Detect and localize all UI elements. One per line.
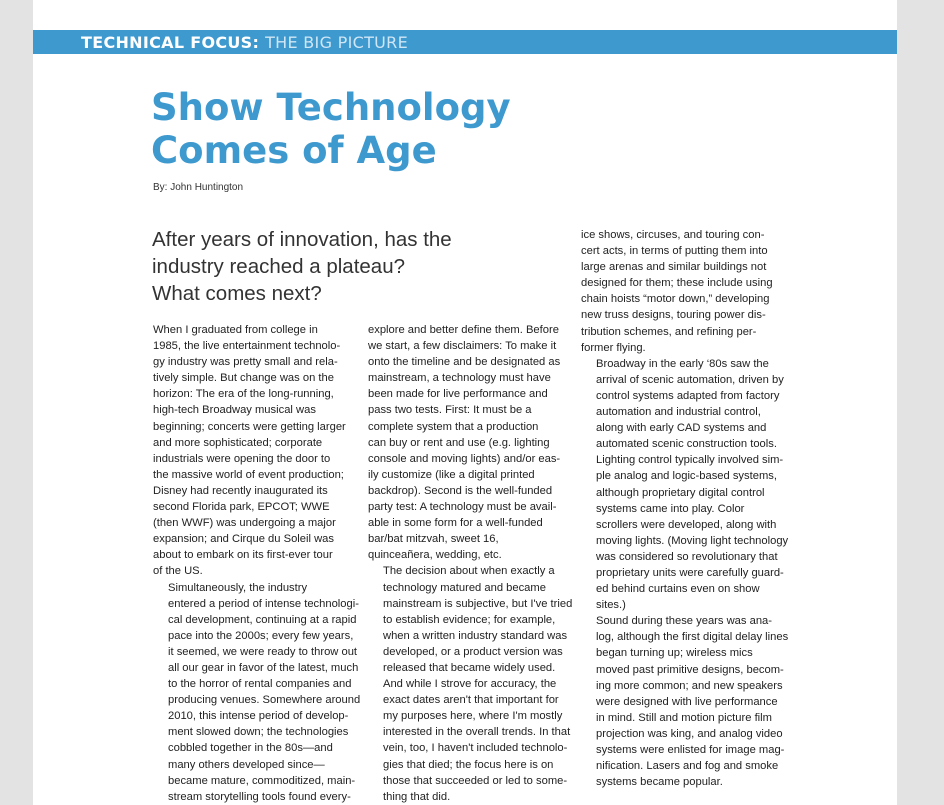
article-title-line-2: Comes of Age (151, 129, 437, 172)
text-line: ed behind curtains even on show (596, 583, 760, 596)
text-line: chain hoists “motor down,” developing (581, 293, 770, 306)
text-line: technology matured and became (383, 581, 546, 594)
article-title (151, 86, 511, 172)
text-line: bar/bat mitzvah, sweet 16, (368, 533, 499, 546)
text-line: tively simple. But change was on the (153, 372, 334, 385)
text-line: can buy or rent and use (e.g. lighting (368, 436, 550, 449)
text-line: control systems adapted from factory (596, 389, 780, 402)
text-line: onto the timeline and be designated as (368, 356, 561, 369)
text-line: stream storytelling tools found every- (168, 790, 351, 803)
body-column-2 (368, 322, 573, 805)
paragraph (581, 356, 789, 614)
text-line: designed for them; these include using (581, 277, 773, 290)
text-line: mainstream is subjective, but I've tried (383, 597, 573, 610)
text-line: 2010, this intense period of develop- (168, 710, 349, 723)
text-line: Simultaneously, the industry (168, 581, 308, 594)
text-line: new truss designs, touring power dis- (581, 309, 766, 322)
text-line: (then WWF) was undergoing a major (153, 517, 336, 530)
text-line: expansion; and Cirque du Soleil was (153, 533, 334, 546)
text-line: gies that died; the focus here is on (383, 758, 554, 771)
text-line: nification. Lasers and fog and smoke (596, 760, 779, 773)
text-line: Broadway in the early ‘80s saw the (596, 357, 769, 370)
text-line: moving lights. (Moving light technology (596, 534, 789, 547)
text-line: projection was king, and analog video (596, 727, 783, 740)
text-line: although proprietary digital control (596, 486, 765, 499)
text-line: along with early CAD systems and (596, 422, 767, 435)
text-line: automation and industrial control, (596, 406, 761, 419)
text-line: systems came into play. Color (596, 502, 745, 515)
paragraph (581, 227, 781, 356)
text-line: arrival of scenic automation, driven by (596, 373, 784, 386)
section-banner-text (81, 33, 408, 52)
text-line: in mind. Still and motion picture film (596, 711, 772, 724)
text-line: backdrop). Second is the well-funded (368, 484, 553, 497)
text-line: producing venues. Somewhere around (168, 694, 361, 707)
text-line: mainstream, a technology must have (368, 372, 551, 385)
text-line: cert acts, in terms of putting them into (581, 245, 768, 258)
text-line: been made for live performance and (368, 388, 548, 401)
text-line: ily customize (like a digital printed (368, 468, 535, 481)
section-banner (33, 30, 897, 54)
text-line: ment slowed down; the technologies (168, 726, 349, 739)
text-line: vein, too, I haven't included technolo- (383, 742, 568, 755)
text-line: systems became popular. (596, 776, 723, 789)
text-line: cobbled together in the 80s—and (168, 742, 333, 755)
text-line: pace into the 2000s; every few years, (168, 629, 354, 642)
text-line: released that became widely used. (383, 661, 556, 674)
text-line: explore and better define them. Before (368, 324, 559, 336)
magazine-page (33, 0, 897, 805)
text-line: log, although the first digital delay lines (596, 631, 789, 644)
paragraph (153, 580, 361, 805)
text-line: high-tech Broadway musical was (153, 404, 316, 417)
text-line: systems were enlisted for image mag- (596, 744, 785, 756)
paragraph (153, 322, 353, 580)
text-line: complete system that a production (368, 420, 539, 433)
text-line: large arenas and similar buildings not (581, 261, 767, 274)
text-line: began turning up; wireless mics (596, 647, 753, 660)
text-line: console and moving lights) and/or eas- (368, 452, 561, 465)
article-dek (152, 226, 552, 307)
text-line: The decision about when exactly a (383, 565, 555, 578)
paragraph (368, 322, 568, 563)
text-line: Disney had recently inaugurated its (153, 484, 328, 497)
text-line: pass two tests. First: It must be a (368, 404, 532, 417)
text-line: sites.) (596, 599, 626, 612)
text-line: many others developed since— (168, 758, 325, 771)
text-line: it seemed, we were ready to throw out (168, 645, 358, 658)
text-line: horizon: The era of the long-running, (153, 388, 334, 401)
article-title-line-1: Show Technology (151, 86, 511, 129)
byline: By: John Huntington (153, 182, 244, 193)
dek-line-3: What comes next? (152, 282, 322, 305)
text-line: all our gear in favor of the latest, much (168, 661, 359, 674)
paragraph (368, 563, 573, 804)
text-line: developed, or a product version was (383, 645, 563, 658)
text-line: of the US. (153, 565, 203, 578)
text-line: to the horror of rental companies and (168, 678, 352, 691)
text-line: scrollers were developed, along with (596, 518, 777, 531)
text-line: to establish evidence; for example, (383, 613, 556, 626)
text-line: thing that did. (383, 790, 451, 803)
text-line: was considered so revolutionary that (596, 550, 778, 563)
text-line: ple analog and logic-based systems, (596, 470, 777, 483)
text-line: moved past primitive designs, becom- (596, 663, 784, 676)
text-line: party test: A technology must be avail- (368, 501, 557, 514)
text-line: became mature, commoditized, main- (168, 774, 356, 787)
text-line: when a written industry standard was (383, 629, 568, 642)
dek-line-1: After years of innovation, has the (152, 228, 452, 251)
text-line: Sound during these years was ana- (596, 615, 773, 628)
banner-label: TECHNICAL FOCUS: (81, 32, 260, 52)
text-line: former flying. (581, 341, 646, 354)
text-line: beginning; concerts were getting larger (153, 420, 346, 433)
text-line: about to embark on its first-ever tour (153, 549, 333, 562)
text-line: entered a period of intense technologi- (168, 597, 359, 610)
text-line: ice shows, circuses, and touring con- (581, 229, 765, 241)
paragraph (581, 613, 789, 790)
banner-section-name: THE BIG PICTURE (265, 32, 409, 52)
text-line: Lighting control typically involved sim- (596, 454, 784, 467)
text-line: automated scenic construction tools. (596, 438, 777, 451)
body-column-3 (581, 227, 789, 790)
text-line: cal development, continuing at a rapid (168, 613, 357, 626)
text-line: gy industry was pretty small and rela- (153, 356, 338, 369)
text-line: we start, a few disclaimers: To make it (368, 340, 557, 353)
text-line: those that succeeded or led to some- (383, 774, 568, 787)
text-line: And while I strove for accuracy, the (383, 678, 557, 691)
text-line: interested in the overall trends. In that (383, 726, 571, 739)
text-line: second Florida park, EPCOT; WWE (153, 501, 330, 514)
text-line: 1985, the live entertainment technolo- (153, 340, 341, 353)
text-line: the massive world of event production; (153, 468, 344, 481)
body-column-1 (153, 322, 361, 805)
dek-line-2: industry reached a plateau? (152, 255, 406, 278)
text-line: When I graduated from college in (153, 324, 318, 336)
text-line: ing more common; and new speakers (596, 679, 783, 692)
text-line: tribution schemes, and refining per- (581, 325, 757, 338)
text-line: quinceañera, wedding, etc. (368, 549, 502, 562)
text-line: were designed with live performance (596, 695, 778, 708)
text-line: exact dates aren't that important for (383, 694, 559, 707)
text-line: able in some form for a well-funded (368, 517, 543, 530)
text-line: industrials were opening the door to (153, 452, 331, 465)
text-line: my purposes here, where I'm mostly (383, 710, 563, 723)
text-line: proprietary units were carefully guard- (596, 566, 784, 579)
text-line: and more sophisticated; corporate (153, 436, 323, 449)
